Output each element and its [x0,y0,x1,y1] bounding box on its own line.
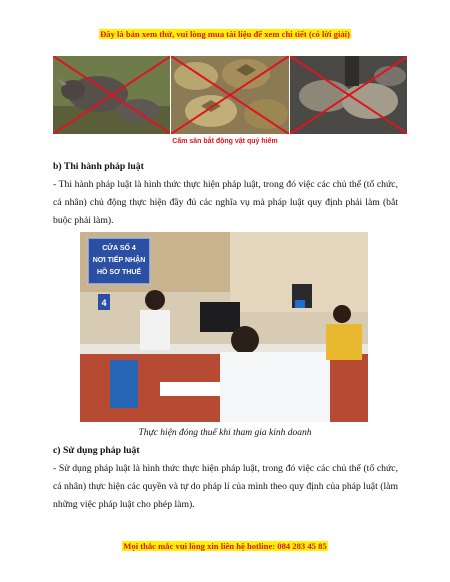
sign-number: 4 [101,298,107,308]
sign-line-3: HỒ SƠ THUẾ [96,269,142,276]
header-banner [0,24,450,42]
tax-photo-caption: Thực hiện đóng thuế khi tham gia kinh doanh [138,428,312,438]
tax-office-photo [80,232,368,422]
section-b-paragraph: - Thi hành pháp luật là hình thức thực hiện pháp luật, trong đó việc các chủ thể (tổ chức, cá nhân) chủ động thực hiện đầy đủ các nghĩa vụ mà pháp luật quy định phải làm (bắt buộc phải làm). [53,179,398,226]
sign-line-2: NƠI TIẾP NHẬN [92,257,146,264]
header-banner-text: Đây là bản xem thử, vui lòng mua tài liệu để xem chi tiết (có lời giải) [100,29,350,39]
pangolin-photo [290,56,408,134]
tortoise-photo [171,56,289,134]
rhino-photo [53,56,171,134]
section-c-paragraph: - Sử dụng pháp luật là hình thức thực hiện pháp luật, trong đó việc các chủ thể (tổ chức, cá nhân) thực hiện các quyền và tự do pháp lí của mình theo quy định của pháp luật (làm những việc pháp luật cho phép làm). [53,463,398,510]
section-c [53,442,398,514]
section-b-heading: b) Thi hành pháp luật [53,161,144,172]
section-b [53,158,398,230]
footer-banner [0,536,450,554]
wildlife-caption: Cấm săn bắt động vật quý hiếm [172,138,278,145]
sign-line-1: CỬA SỐ 4 [102,245,136,252]
footer-banner-text: Mọi thắc mắc vui lòng xin liên hệ hotline: 084 283 45 85 [123,541,327,551]
section-c-heading: c) Sử dụng pháp luật [53,445,140,456]
wildlife-photo-strip [53,56,408,134]
